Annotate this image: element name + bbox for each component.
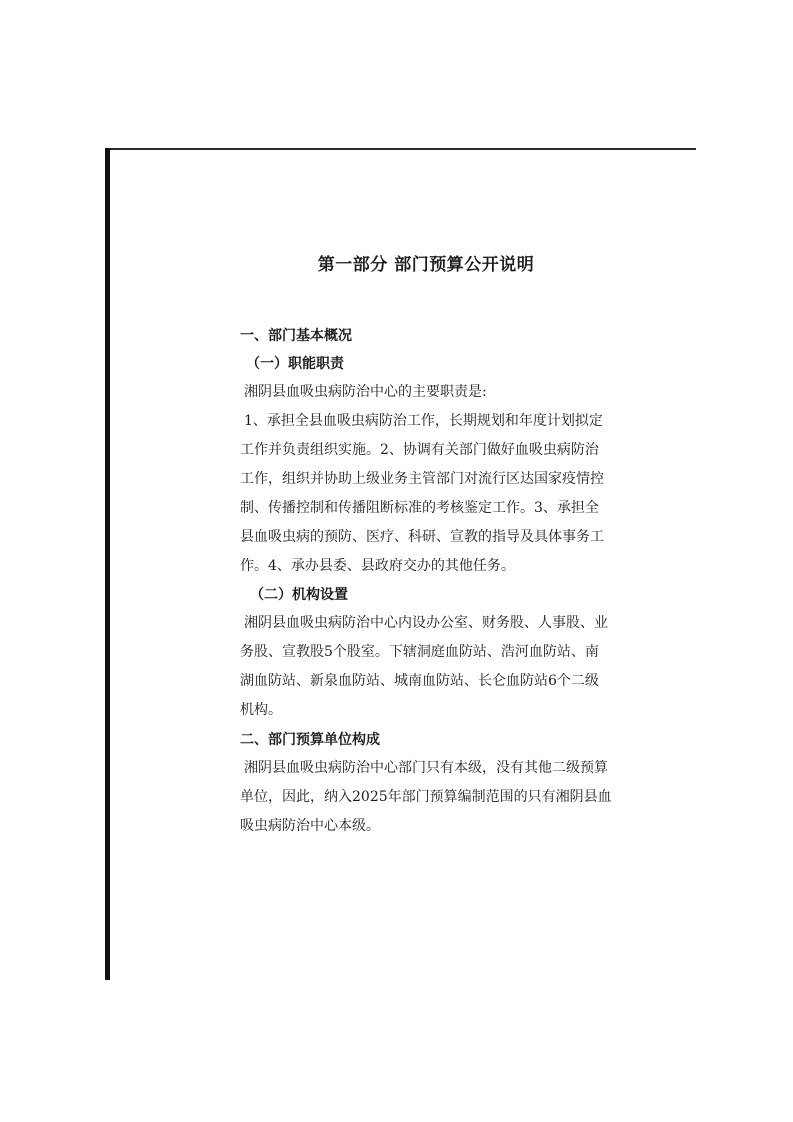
- duties-text: 1、承担全县血吸虫病防治工作，长期规划和年度计划拟定工作并负责组织实施。2、协调有关部门做好血吸虫病防治工作，组织并协助上级业务主管部门对流行区达国家疫情控制、传播控制和传播阻断标准的考核鉴定工作。3、承担全县血吸虫病的预防、医疗、科研、宣教的指导及具体事务工作。4、承办县委、县政府交办的其他任务。: [240, 413, 604, 574]
- section-heading-budget-units: 二、部门预算单位构成: [240, 732, 380, 748]
- duties-intro: 湘阴县血吸虫病防治中心的主要职责是:: [244, 384, 487, 400]
- section-heading-overview: 一、部门基本概况: [240, 328, 352, 344]
- document-body: [240, 252, 612, 841]
- page-title: 第一部分 部门预算公开说明: [317, 255, 535, 275]
- subsection-heading-duties: （一）职能职责: [246, 356, 344, 372]
- scan-border-left: [105, 148, 110, 980]
- budget-units-text: 湘阴县血吸虫病防治中心部门只有本级，没有其他二级预算单位，因此，纳入2025年部门预算编制范围的只有湘阴县血吸虫病防治中心本级。: [240, 760, 612, 834]
- scan-border-top: [106, 148, 696, 150]
- organization-text: 湘阴县血吸虫病防治中心内设办公室、财务股、人事股、业务股、宣教股5个股室。下辖洞庭血防站、浩河血防站、南湖血防站、新泉血防站、城南血防站、长仑血防站6个二级机构。: [240, 615, 608, 718]
- subsection-heading-organization: （二）机构设置: [250, 587, 348, 603]
